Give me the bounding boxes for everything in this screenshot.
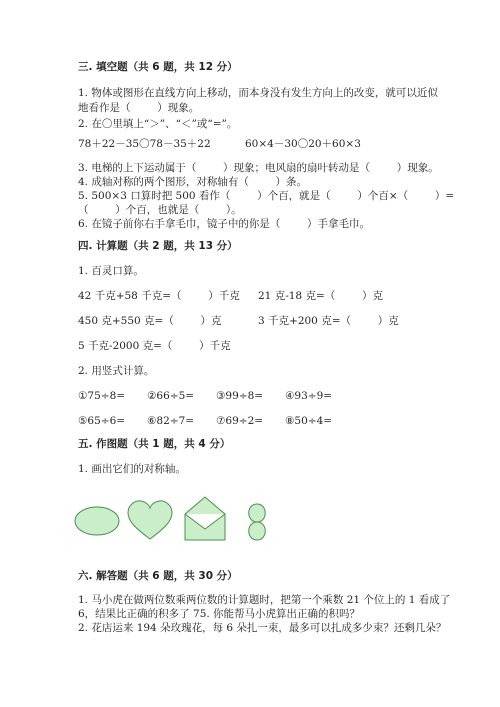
s3-question-2: 2. 在〇里填上“＞”、“＜”或“=”。 [78, 118, 238, 130]
s6-question-1-line-1: 1. 马小虎在做两位数乘两位数的计算题时，把第一个乘数 21 个位上的 1 看成了 [78, 594, 451, 606]
calc-item: ⑧50÷4= [285, 415, 333, 427]
calc-item: ①75÷8= [78, 390, 126, 402]
s4-oral-row-2-left: 450 克+550 克=（ ）克 [78, 315, 222, 327]
section-5-heading: 五. 作图题（共 1 题，共 4 分） [78, 438, 231, 450]
calc-item: ⑥82÷7= [147, 415, 195, 427]
heart-shape [128, 501, 172, 539]
calc-item: ⑦69÷2= [216, 415, 264, 427]
s3-question-5-line-1: 5. 500×3 口算时把 500 看作（ ）个百，就是（ ）个百×（ ）= [78, 190, 455, 202]
s3-question-4: 4. 成轴对称的两个图形，对称轴有（ ）条。 [78, 176, 308, 188]
s4-oral-row-1-left: 42 千克+58 千克=（ ）千克 [78, 290, 240, 302]
calc-item: ④93÷9= [285, 390, 333, 402]
calc-item: ②66÷5= [147, 390, 195, 402]
calc-item: ③99÷8= [216, 390, 264, 402]
s4-question-2: 2. 用竖式计算。 [78, 365, 155, 377]
s6-question-1-line-2: 6，结果比正确的积多了 75. 你能帮马小虎算出正确的积吗？ [78, 608, 361, 620]
section-4-heading: 四. 计算题（共 2 题，共 13 分） [78, 240, 238, 252]
s5-question-1: 1. 画出它们的对称轴。 [78, 463, 186, 475]
s3-question-3: 3. 电梯的上下运动属于（ ）现象；电风扇的扇叶转动是（ ）现象。 [78, 162, 439, 174]
figure-eight-shape [249, 504, 266, 540]
s3-question-6: 6. 在镜子前你右手拿毛巾，镜子中的你是（ ）手拿毛巾。 [78, 218, 371, 230]
s6-question-2: 2. 花店运来 194 朵玫瑰花，每 6 朵扎一束，最多可以扎成多少束？还剩几朵？ [78, 622, 447, 634]
envelope-shape [185, 497, 225, 540]
s3-q2-left-expression: 78＋22－35〇78－35＋22 [78, 138, 211, 150]
s4-oral-row-1-right: 21 克-18 克=（ ）克 [258, 290, 383, 302]
s4-question-1: 1. 百灵口算。 [78, 265, 144, 277]
section-6-heading: 六. 解答题（共 6 题，共 30 分） [78, 570, 238, 582]
s3-question-5-line-2: （ ）个百，也就是（ ）。 [78, 204, 242, 216]
calc-item: ⑤65÷6= [78, 415, 126, 427]
ellipse-shape [75, 507, 119, 535]
s3-question-1-line-1: 1. 物体或图形在直线方向上移动，而本身没有发生方向上的改变，就可以近似 [78, 87, 438, 99]
section-3-heading: 三. 填空题（共 6 题，共 12 分） [78, 61, 238, 73]
s4-oral-row-3-left: 5 千克-2000 克=（ ）千克 [78, 340, 231, 352]
s4-oral-row-2-right: 3 千克+200 克=（ ）克 [258, 315, 399, 327]
s3-question-1-line-2: 地看作是（ ）现象。 [78, 102, 200, 114]
s3-q2-right-expression: 60×4－30〇20＋60×3 [245, 138, 361, 150]
